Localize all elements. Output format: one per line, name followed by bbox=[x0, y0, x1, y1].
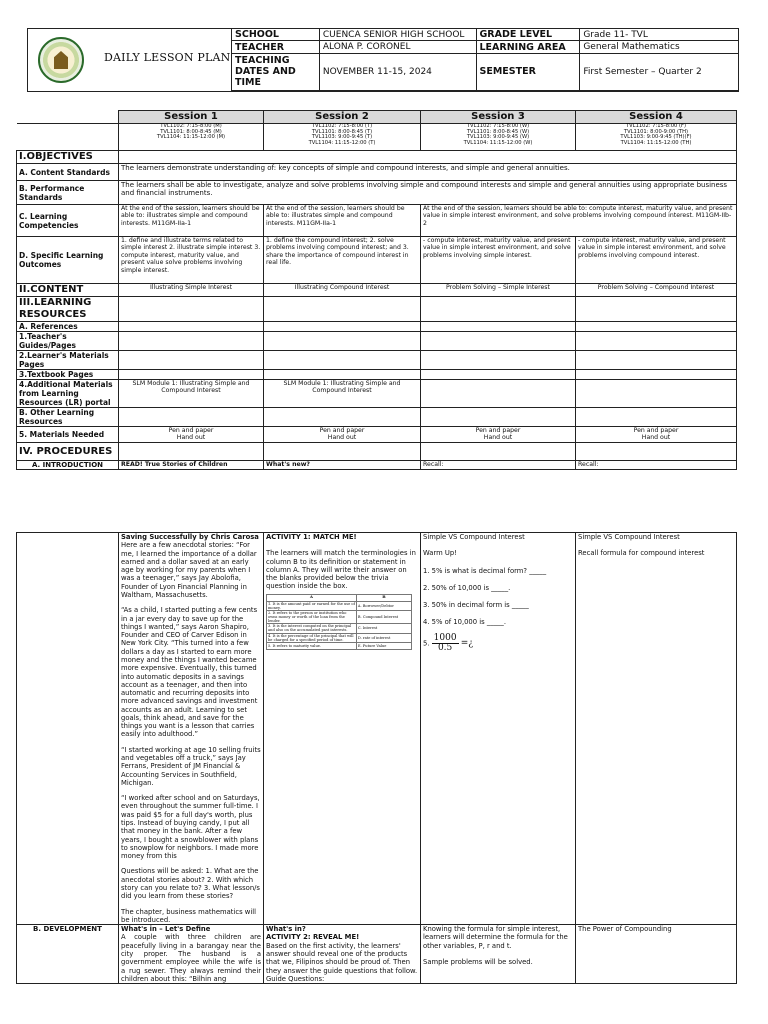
time-slot: TVL1102: 7:15-8:00 (F) bbox=[625, 123, 687, 129]
school-value: CUENCA SENIOR HIGH SCHOOL bbox=[319, 29, 476, 41]
additional-session-1: SLM Module 1: Illustrating Simple and Compound Interest bbox=[119, 380, 264, 408]
textbook-label: 3.Textbook Pages bbox=[17, 370, 119, 380]
fraction-denominator: 0.5 bbox=[437, 642, 453, 653]
story-paragraph: “I started working at age 10 selling fruits and vegetables off a truck,” says Jay Ferrans, President of JM Financial & Accounting Services in Southfield, Michigan. bbox=[121, 745, 261, 787]
definition: 3. It is the interest computed on the principal and also on the accumulated past interests. bbox=[267, 624, 357, 633]
content-standards-row bbox=[17, 164, 737, 181]
time-slot: TVL1101: 8:00-8:45 (T) bbox=[311, 128, 373, 135]
story-closing: The chapter, business mathematics will be introduced. bbox=[121, 907, 257, 924]
story-title: Saving Successfully by Chris Carosa bbox=[121, 533, 259, 541]
procedures-heading-row bbox=[17, 443, 737, 461]
introduction-label: A. INTRODUCTION bbox=[17, 461, 119, 470]
specific-outcomes-label: D. Specific Learning Outcomes bbox=[17, 237, 119, 284]
textbook-row bbox=[17, 370, 737, 380]
materials-session-4 bbox=[576, 427, 737, 443]
content-standards-text: The learners demonstrate understanding of: key concepts of simple and compound interests, and simple and general annuities. bbox=[119, 164, 737, 181]
introduction-session-1: READ! True Stories of Children bbox=[119, 461, 264, 470]
learning-area-value: General Mathematics bbox=[580, 41, 739, 53]
development-2-title: What's in? bbox=[266, 925, 306, 934]
session-4-topic: Simple VS Compound Interest bbox=[578, 533, 680, 541]
warm-up-item: 2. 50% of 10,000 is _____. bbox=[423, 583, 511, 592]
definition: 1. It is the amount paid or earned for the use of money. bbox=[268, 601, 355, 610]
matching-row bbox=[267, 624, 412, 633]
time-slot: TVL1101: 8:00-9:00 (TH) bbox=[623, 128, 689, 135]
objectives-heading-row bbox=[17, 151, 737, 164]
resources-heading-row bbox=[17, 297, 737, 322]
semester-value: First Semester – Quarter 2 bbox=[580, 53, 739, 90]
materials-label: 5. Materials Needed bbox=[17, 427, 119, 443]
material-item: Pen and paper bbox=[633, 427, 679, 434]
term: B. Compound Interest bbox=[356, 610, 411, 623]
activity-2-title: ACTIVITY 2: REVEAL ME! bbox=[266, 933, 360, 942]
warm-up-item: 4. 5% of 10,000 is _____. bbox=[423, 618, 506, 627]
time-slot: TVL1101: 8:00-8:45 (W) bbox=[466, 128, 530, 135]
warm-up-item: 1. 5% is what is decimal form? _____ bbox=[423, 566, 547, 575]
content-heading: II.CONTENT bbox=[17, 284, 119, 297]
resources-heading: III.LEARNING RESOURCES bbox=[17, 297, 119, 322]
story-paragraph: “As a child, I started putting a few cents in a jar every day to save up for the things I wanted,” says Aaron Shapiro, Founder and CEO of Carver Edison in New York City. “This turned into a few dollars a day as I started to earn more money and the things I wanted became more expensive. Eventually, this turned into automatic deposits in a savings account as a teenager, and then into automatic and recurring deposits into more advanced savings and investment accounts as an adult. Learning to set goals, think ahead, and save for the things you want is a lesson that carries easily into adulthood.” bbox=[121, 606, 258, 739]
time-slot: TVL1102: 7:15-8:00 (T) bbox=[311, 123, 373, 129]
development-label: B. DEVELOPMENT bbox=[17, 925, 119, 984]
matching-row bbox=[267, 633, 412, 642]
materials-session-3 bbox=[421, 427, 576, 443]
header-row bbox=[232, 29, 739, 41]
introduction-session-3: Recall: bbox=[421, 461, 576, 470]
session-2-times bbox=[264, 124, 421, 151]
introduction-session-4: Recall: bbox=[576, 461, 737, 470]
material-item: Pen and paper bbox=[475, 427, 521, 434]
development-3-text: Knowing the formula for simple interest, learners will determine the formula for the other variables, P, r and t. bbox=[423, 925, 568, 950]
material-item: Pen and paper bbox=[168, 427, 214, 434]
outcomes-session-3: - compute interest, maturity value, and present value in simple interest environment, and solve problems involving simple interest. bbox=[421, 237, 576, 284]
references-row bbox=[17, 322, 737, 332]
session-4-recall-cell bbox=[576, 533, 737, 925]
development-session-1 bbox=[119, 925, 264, 984]
learning-competencies-row bbox=[17, 205, 737, 237]
lesson-plan-header bbox=[27, 28, 739, 92]
term: A. Borrower/Debtor bbox=[356, 601, 411, 610]
performance-standards-label: B. Performance Standards bbox=[17, 181, 119, 205]
header-row bbox=[232, 53, 739, 90]
content-session-3: Problem Solving – Simple Interest bbox=[421, 284, 576, 297]
definition: 4. It is the percentage of the principal that will be charged for a specified period of time. bbox=[267, 633, 357, 642]
term: C. Interest bbox=[356, 624, 411, 633]
time-slot: TVL1104: 11:15-12:00 (M) bbox=[156, 134, 226, 141]
outcomes-session-2: 1. define the compound interest; 2. solve problems involving compound interest; and 3. share the importance of compound interest in real life. bbox=[264, 237, 421, 284]
time-slot: TVL1104: 11:15-12:00 (TH) bbox=[620, 140, 692, 147]
item-number: 5. bbox=[423, 639, 430, 648]
development-session-2 bbox=[264, 925, 421, 984]
warm-up-item: 3. 50% in decimal form is _____ bbox=[423, 601, 529, 610]
references-label: A. References bbox=[17, 322, 119, 332]
definition: 2. It refers to the person or institution who owns money or worth of the loan from the lender. bbox=[267, 610, 357, 623]
development-3-sample: Sample problems will be solved. bbox=[423, 957, 533, 966]
plan-title: DAILY LESSON PLAN bbox=[104, 51, 231, 64]
match-activity-cell bbox=[264, 533, 421, 925]
materials-session-2 bbox=[264, 427, 421, 443]
story-paragraph: Here are a few anecdotal stories: “For me, I learned the importance of a dollar earned and a dollar saved at an early age by working for my parents when I was a teenager,” says Jay Abolofia, Founder of Lyon Financial Planning in Waltham, Massachusetts. bbox=[121, 541, 257, 599]
time-slot: TVL1102: 7:15-8:00 (W) bbox=[466, 123, 530, 129]
development-session-3 bbox=[421, 925, 576, 984]
development-1-text: A couple with three children are peacefully living in a barangay near the city proper. The husband is a government employee while the wife is a rug sewer. They always remind their children about this: “Bilhin ang bbox=[121, 933, 261, 983]
session-1-times bbox=[119, 124, 264, 151]
competencies-session-3-4: At the end of the session, learners should be able to: compute interest, maturity value, and present value in simple interest environment, and solve problems involving compound interest. M11GM-IIb-2 bbox=[421, 205, 737, 237]
fraction-tail: =¿ bbox=[460, 638, 474, 649]
time-slot: TVL1103: 9:00-9:45 (W) bbox=[466, 134, 530, 141]
time-slot: TVL1103: 9:00-9:45 (T) bbox=[311, 134, 373, 141]
material-item: Pen and paper bbox=[319, 427, 365, 434]
matching-row bbox=[267, 601, 412, 610]
content-row bbox=[17, 284, 737, 297]
header-row bbox=[232, 41, 739, 53]
session-3-title: Session 3 bbox=[421, 111, 576, 124]
teacher-value: ALONA P. CORONEL bbox=[319, 41, 476, 53]
material-item: Hand out bbox=[641, 434, 671, 442]
session-1-title: Session 1 bbox=[119, 111, 264, 124]
introduction-row bbox=[17, 461, 737, 470]
teachers-guide-row bbox=[17, 332, 737, 351]
additional-session-2: SLM Module 1: Illustrating Simple and Compound Interest bbox=[264, 380, 421, 408]
materials-row bbox=[17, 427, 737, 443]
header-info-table bbox=[231, 28, 739, 91]
procedures-heading: IV. PROCEDURES bbox=[17, 443, 119, 461]
materials-session-1 bbox=[119, 427, 264, 443]
development-1-title: What's in – Let's Define bbox=[121, 925, 211, 934]
grade-level-label: GRADE LEVEL bbox=[476, 29, 580, 41]
teacher-label: TEACHER bbox=[232, 41, 320, 53]
development-session-4: The Power of Compounding bbox=[576, 925, 737, 984]
content-standards-label: A. Content Standards bbox=[17, 164, 119, 181]
material-item: Hand out bbox=[483, 434, 513, 442]
lesson-grid-continued bbox=[16, 532, 737, 984]
activity-1-instructions: The learners will match the terminologies in column B to its definition or statement in column A. They will write their answer on the blanks provided below the trivia question inside the box. bbox=[266, 549, 416, 591]
other-resources-label: B. Other Learning Resources bbox=[17, 408, 119, 427]
time-slot: TVL1104: 11:15-12:00 (T) bbox=[308, 140, 376, 147]
lesson-grid bbox=[16, 110, 737, 470]
time-slot: TVL1103: 9:00-9:45 (TH)(F) bbox=[620, 134, 692, 141]
warm-up-title: Warm Up! bbox=[423, 549, 457, 558]
material-item: Hand out bbox=[176, 434, 206, 442]
session-4-recall: Recall formula for compound interest bbox=[578, 549, 705, 558]
content-session-4: Problem Solving – Compound Interest bbox=[576, 284, 737, 297]
time-slot: TVL1102: 7:15-8:00 (M) bbox=[160, 123, 222, 129]
term: E. Future Value bbox=[356, 642, 411, 649]
school-seal-icon bbox=[38, 37, 84, 83]
column-b-header: B bbox=[356, 594, 411, 601]
material-item: Hand out bbox=[327, 434, 357, 442]
teachers-guide-label: 1.Teacher's Guides/Pages bbox=[17, 332, 119, 351]
dates-label: TEACHING DATES AND TIME bbox=[232, 53, 320, 90]
additional-materials-label: 4.Additional Materials from Learning Resources (LR) portal bbox=[17, 380, 119, 408]
competencies-session-1: At the end of the session, learners should be able to: illustrates simple and compound interests. M11GM-IIa-1 bbox=[119, 205, 264, 237]
grade-level-value: Grade 11- TVL bbox=[580, 29, 739, 41]
time-slot: TVL1101: 8:00-8:45 (M) bbox=[160, 128, 222, 135]
warm-up-cell bbox=[421, 533, 576, 925]
session-4-title: Session 4 bbox=[576, 111, 737, 124]
matching-header bbox=[267, 594, 412, 601]
session-3-times bbox=[421, 124, 576, 151]
semester-label: SEMESTER bbox=[476, 53, 580, 90]
learning-area-label: LEARNING AREA bbox=[476, 41, 580, 53]
session-header-row bbox=[17, 111, 737, 124]
development-row bbox=[17, 925, 737, 984]
learners-materials-row bbox=[17, 351, 737, 370]
learners-materials-label: 2.Learner's Materials Pages bbox=[17, 351, 119, 370]
story-cell bbox=[119, 533, 264, 925]
story-questions: Questions will be asked: 1. What are the anecdotal stories about? 2. With which story can you relate to? 3. What lesson/s did you learn from these stories? bbox=[121, 867, 260, 901]
content-session-1: Illustrating Simple Interest bbox=[119, 284, 264, 297]
fraction bbox=[432, 634, 459, 653]
column-a-header: A bbox=[267, 594, 357, 601]
outcomes-session-1: 1. define and illustrate terms related to simple interest 2. illustrate simple interest 3. compute interest, maturity value, and present value solve problems involving simple interest. bbox=[119, 237, 264, 284]
outcomes-session-4: - compute interest, maturity value, and present value in simple interest environment, and solve problems involving compound interest. bbox=[576, 237, 737, 284]
story-paragraph: “I worked after school and on Saturdays, even throughout the summer full-time. I was paid $5 for a full day's worth, plus tips. Instead of buying candy, I put all that money in the bank. After a few years, I bought a snowblower with plans to snowplow for neighbors. I made more money from this bbox=[121, 794, 260, 861]
performance-standards-row bbox=[17, 181, 737, 205]
additional-materials-row bbox=[17, 380, 737, 408]
time-slot: TVL1104: 11:15-12:00 (W) bbox=[463, 140, 533, 147]
introduction-session-2: What's new? bbox=[264, 461, 421, 470]
objectives-heading: I.OBJECTIVES bbox=[17, 151, 119, 164]
term: D. rate of interest bbox=[356, 633, 411, 642]
introduction-continued-row bbox=[17, 533, 737, 925]
warm-up-item-5 bbox=[423, 634, 573, 653]
specific-outcomes-row bbox=[17, 237, 737, 284]
fraction-numerator: 1000 bbox=[433, 632, 457, 643]
definition: 5. It refers to maturity value. bbox=[267, 642, 357, 649]
session-4-times bbox=[576, 124, 737, 151]
session-3-topic: Simple VS Compound Interest bbox=[423, 533, 525, 541]
matching-table bbox=[266, 594, 412, 650]
dates-value: NOVEMBER 11-15, 2024 bbox=[319, 53, 476, 90]
content-session-2: Illustrating Compound Interest bbox=[264, 284, 421, 297]
matching-row bbox=[267, 610, 412, 623]
activity-1-title: ACTIVITY 1: MATCH ME! bbox=[266, 533, 357, 541]
other-resources-row bbox=[17, 408, 737, 427]
competencies-session-2: At the end of the session, learners should be able to: illustrates simple and compound interests. M11GM-IIa-1 bbox=[264, 205, 421, 237]
performance-standards-text: The learners shall be able to investigate, analyze and solve problems involving simple and compound interests and simple and general annuities using appropriate business and financial instruments. bbox=[119, 181, 737, 205]
learning-competencies-label: C. Learning Competencies bbox=[17, 205, 119, 237]
development-2-text: Based on the first activity, the learners' answer should reveal one of the products that we, Filipinos should be proud of. Then they answer the guide questions that follow. Guide Questions: bbox=[266, 941, 418, 983]
session-times-row bbox=[17, 124, 737, 151]
school-label: SCHOOL bbox=[232, 29, 320, 41]
matching-row bbox=[267, 642, 412, 649]
session-2-title: Session 2 bbox=[264, 111, 421, 124]
